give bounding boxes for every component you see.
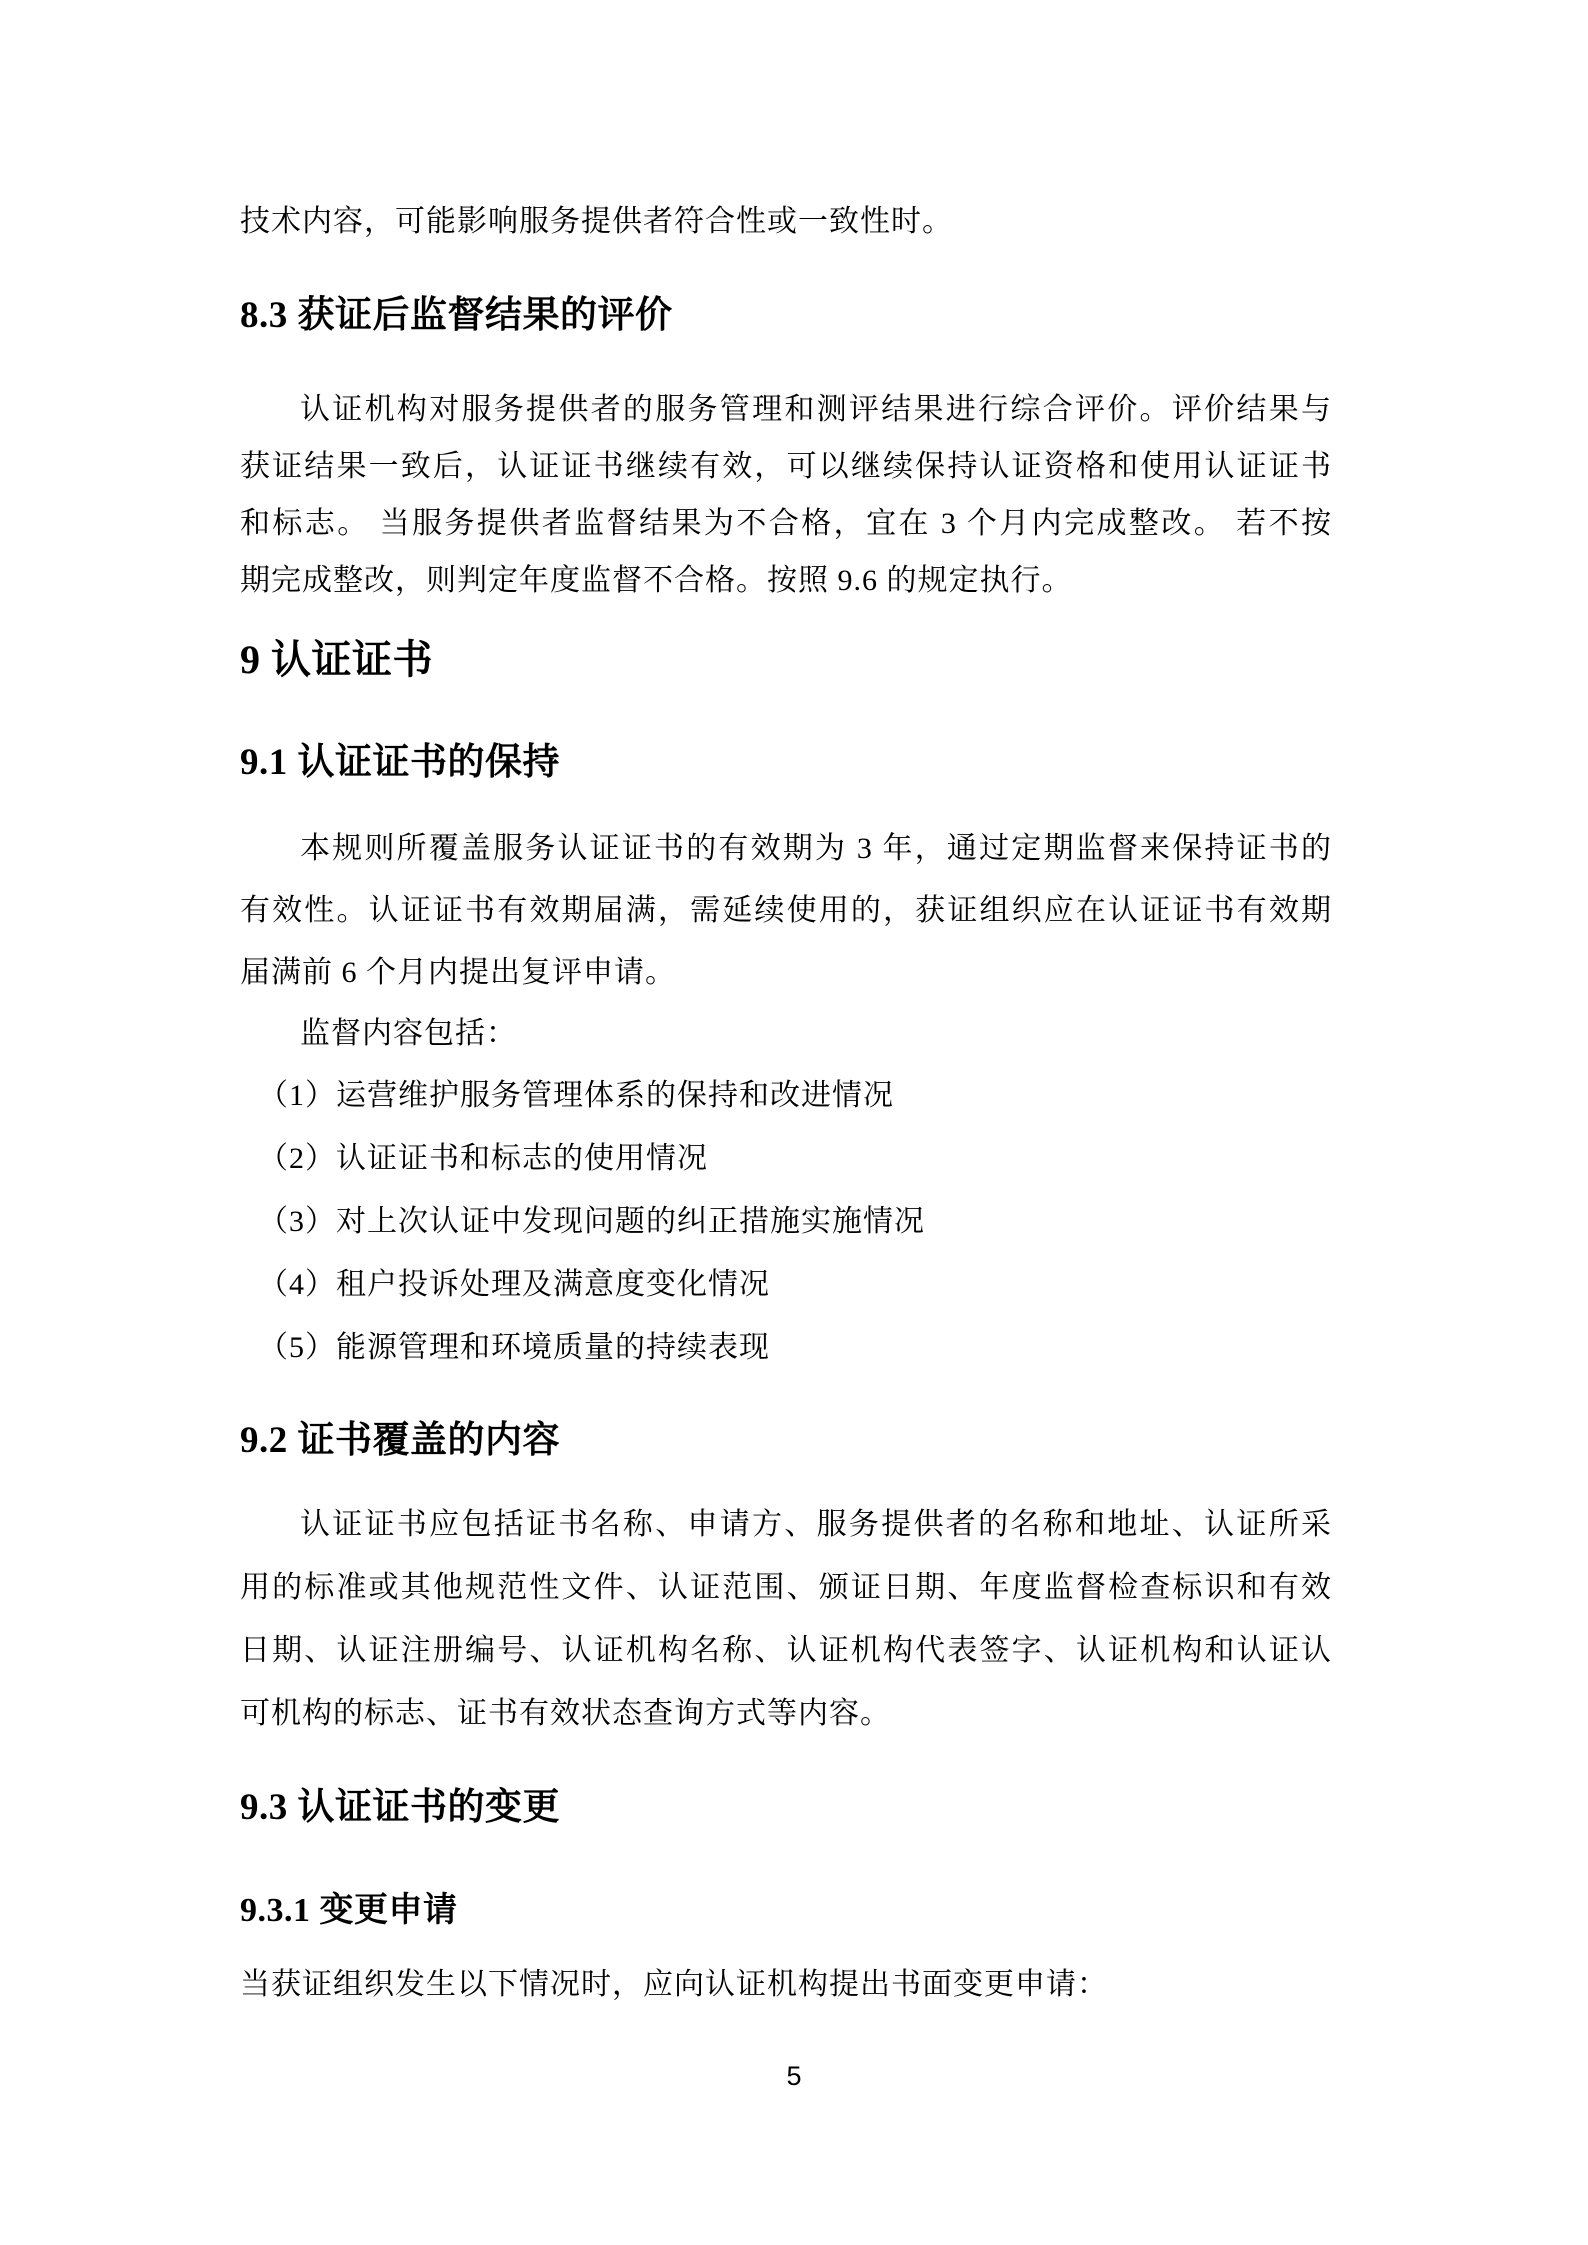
paragraph-9-1 [240, 818, 1332, 1004]
paragraph-line: 认证机构对服务提供者的服务管理和测评结果进行综合评价。评价结果与 [300, 393, 1332, 426]
paragraph-line: 获证结果一致后，认证证书继续有效，可以继续保持认证资格和使用认证证书 [240, 450, 1332, 483]
paragraph-line: 和标志。 当服务提供者监督结果为不合格，宜在 3 个月内完成整改。 若不按 [240, 507, 1332, 540]
paragraph-line: 可机构的标志、证书有效状态查询方式等内容。 [240, 1697, 891, 1730]
paragraph-line: 日期、认证注册编号、认证机构名称、认证机构代表签字、认证机构和认证认 [240, 1634, 1332, 1667]
heading-9: 9 认证证书 [240, 637, 433, 682]
list-item: （3）对上次认证中发现问题的纠正措施实施情况 [258, 1205, 925, 1238]
heading-9-3: 9.3 认证证书的变更 [240, 1787, 560, 1828]
list-item: （2）认证证书和标志的使用情况 [258, 1142, 708, 1175]
list-item: （1）运营维护服务管理体系的保持和改进情况 [258, 1079, 894, 1112]
list-item: （4）租户投诉处理及满意度变化情况 [258, 1268, 770, 1301]
paragraph-8-3 [240, 381, 1332, 609]
heading-9-1: 9.1 认证证书的保持 [240, 742, 560, 783]
list-item: （5）能源管理和环境质量的持续表现 [258, 1331, 770, 1364]
heading-9-2: 9.2 证书覆盖的内容 [240, 1420, 560, 1461]
heading-9-3-1: 9.3.1 变更申请 [240, 1892, 458, 1929]
page-number: 5 [786, 2061, 802, 2091]
paragraph-9-2 [240, 1493, 1332, 1745]
intro-continuation-line: 技术内容，可能影响服务提供者符合性或一致性时。 [240, 205, 953, 238]
paragraph-line: 本规则所覆盖服务认证证书的有效期为 3 年，通过定期监督来保持证书的 [300, 832, 1332, 865]
paragraph-line: 用的标准或其他规范性文件、认证范围、颁证日期、年度监督检查标识和有效 [240, 1571, 1332, 1604]
heading-8-3: 8.3 获证后监督结果的评价 [240, 295, 673, 336]
paragraph-line: 期完成整改，则判定年度监督不合格。按照 9.6 的规定执行。 [240, 564, 1073, 597]
paragraph-9-3-1-line: 当获证组织发生以下情况时，应向认证机构提出书面变更申请： [240, 1968, 1108, 2001]
supervision-list [258, 1064, 1332, 1379]
paragraph-line: 认证证书应包括证书名称、申请方、服务提供者的名称和地址、认证所采 [300, 1508, 1332, 1541]
paragraph-line: 有效性。认证证书有效期届满，需延续使用的，获证组织应在认证证书有效期 [240, 894, 1332, 927]
paragraph-line: 届满前 6 个月内提出复评申请。 [240, 956, 676, 989]
supervision-lead-line: 监督内容包括： [300, 1017, 517, 1050]
